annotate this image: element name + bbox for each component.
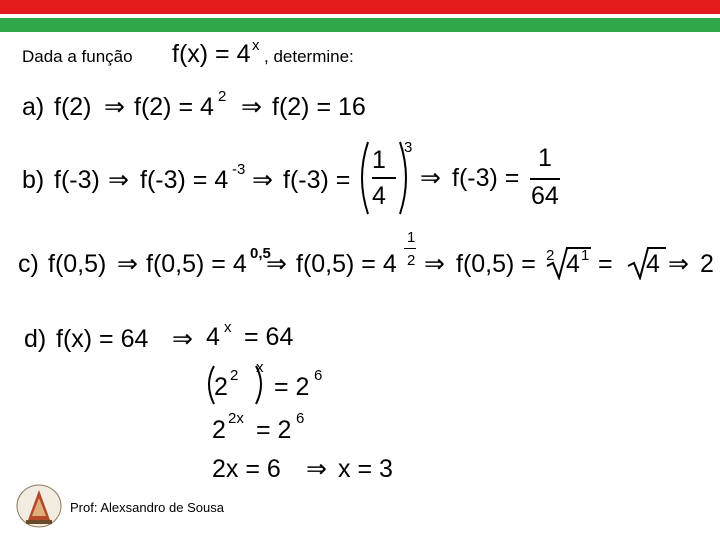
fraction-denominator: 4 (372, 182, 386, 210)
implies-arrow: ⇒ (108, 166, 129, 194)
school-crest-icon (14, 482, 64, 530)
implies-arrow: ⇒ (172, 325, 193, 353)
part-d-line3-rhs-exponent: 6 (296, 410, 305, 427)
implies-arrow: ⇒ (420, 164, 441, 192)
implies-arrow: ⇒ (668, 250, 689, 278)
part-b-step2: f(-3) = 4 (140, 166, 229, 194)
part-c-result: 2 (700, 250, 714, 278)
implies-arrow: ⇒ (241, 93, 262, 121)
top-green-band (0, 18, 720, 32)
part-c-step2-exponent: 0,5 (250, 245, 271, 262)
implies-arrow: ⇒ (252, 166, 273, 194)
part-a-result: f(2) = 16 (272, 93, 366, 121)
fraction-exponent-numerator: 1 (407, 229, 416, 246)
fraction-bar (530, 178, 560, 180)
part-d-line2-inner-exponent: 2 (230, 367, 239, 384)
implies-arrow: ⇒ (306, 455, 327, 483)
function-def: f(x) = 4 (172, 40, 251, 68)
part-d-step2-rhs: = 64 (244, 323, 294, 351)
root-base: 4 (566, 250, 580, 278)
part-b-label: b) (22, 166, 45, 194)
fraction-exponent-denominator: 2 (407, 252, 416, 269)
part-d-line2-rhs-exponent: 6 (314, 367, 323, 384)
part-b-step2-exponent: -3 (232, 161, 246, 178)
result-numerator: 1 (538, 144, 552, 172)
root-base-exponent: 1 (581, 247, 590, 264)
part-b-step4: f(-3) = (452, 164, 520, 192)
part-c-label: c) (18, 250, 39, 278)
part-c-step2: f(0,5) = 4 (146, 250, 247, 278)
part-d-line2-base: 2 (214, 373, 228, 401)
part-a-step1: f(2) (54, 93, 92, 121)
intro-text: Dada a função (22, 47, 133, 66)
part-d-step2-exponent: x (224, 319, 232, 336)
part-d-line2-rhs: = 2 (274, 373, 310, 401)
part-d-line3-rhs: = 2 (256, 416, 292, 444)
implies-arrow: ⇒ (424, 250, 445, 278)
part-d-step1: f(x) = 64 (56, 325, 149, 353)
part-d-label: d) (24, 325, 47, 353)
part-d-result: x = 3 (338, 455, 393, 483)
root-base: 4 (646, 250, 660, 278)
part-d-line3-lhs-exponent: 2x (228, 410, 244, 427)
implies-arrow: ⇒ (266, 250, 287, 278)
implies-arrow: ⇒ (117, 250, 138, 278)
part-c-step3: f(0,5) = 4 (296, 250, 397, 278)
equals-sign: = (598, 250, 613, 278)
part-c-step1: f(0,5) (48, 250, 107, 278)
fraction-exponent-bar (404, 248, 416, 249)
determine-text: , determine: (264, 47, 354, 66)
part-d-line2-outer-exponent: x (256, 359, 264, 376)
implies-arrow: ⇒ (104, 93, 125, 121)
part-d-line4-lhs: 2x = 6 (212, 455, 281, 483)
part-a-step2-exponent: 2 (218, 88, 227, 105)
part-c-step4: f(0,5) = (456, 250, 536, 278)
part-a-label: a) (22, 93, 45, 121)
part-b-step1: f(-3) (54, 166, 100, 194)
part-b-step3: f(-3) = (283, 166, 351, 194)
function-exponent: x (252, 37, 260, 54)
result-denominator: 64 (531, 182, 559, 210)
top-red-band (0, 0, 720, 14)
fraction-numerator: 1 (372, 146, 386, 174)
author-credit: Prof: Alexsandro de Sousa (70, 500, 224, 515)
root-index: 2 (546, 247, 555, 264)
parenthesis-exponent: 3 (404, 139, 413, 156)
part-a-step2: f(2) = 4 (134, 93, 214, 121)
part-d-line3-lhs: 2 (212, 416, 226, 444)
part-d-step2-base: 4 (206, 323, 220, 351)
